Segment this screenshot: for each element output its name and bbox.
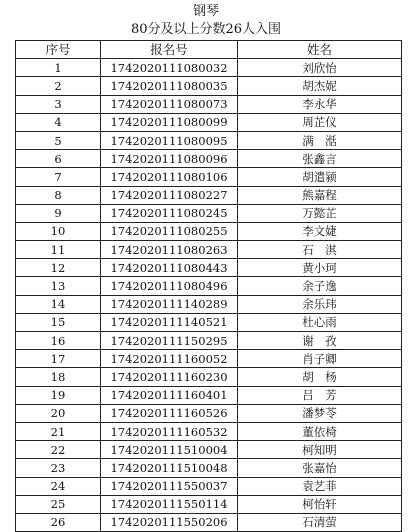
- cell-registration-number: 1742020111080099: [101, 113, 238, 131]
- cell-serial-number: 3: [16, 95, 101, 113]
- header-registration-number: 报名号: [101, 41, 238, 59]
- cell-name: 吕 芳: [238, 386, 402, 404]
- cell-registration-number: 1742020111160526: [101, 404, 238, 422]
- cell-registration-number: 1742020111150295: [101, 332, 238, 350]
- table-row: [16, 459, 402, 477]
- cell-serial-number: 23: [16, 459, 101, 477]
- cell-name: 刘欣怡: [238, 59, 402, 77]
- cell-name: 胡 杨: [238, 368, 402, 386]
- table-row: [16, 204, 402, 222]
- cell-registration-number: 1742020111080096: [101, 150, 238, 168]
- cell-serial-number: 25: [16, 495, 101, 513]
- cell-name: 张鑫言: [238, 150, 402, 168]
- header-name: 姓名: [238, 41, 402, 59]
- cell-serial-number: 2: [16, 77, 101, 95]
- cell-registration-number: 1742020111080496: [101, 277, 238, 295]
- cell-registration-number: 1742020111080255: [101, 222, 238, 240]
- table-row: [16, 495, 402, 513]
- cell-serial-number: 9: [16, 204, 101, 222]
- cell-name: 石 淇: [238, 241, 402, 259]
- table-row: [16, 95, 402, 113]
- cell-name: 黄小珂: [238, 259, 402, 277]
- cell-serial-number: 24: [16, 477, 101, 495]
- cell-name: 余乐玮: [238, 295, 402, 313]
- cell-name: 胡遣颍: [238, 168, 402, 186]
- cell-serial-number: 14: [16, 295, 101, 313]
- table-row: [16, 150, 402, 168]
- table-row: [16, 368, 402, 386]
- table-row: [16, 477, 402, 495]
- cell-serial-number: 20: [16, 404, 101, 422]
- cell-registration-number: 1742020111510048: [101, 459, 238, 477]
- cell-serial-number: 11: [16, 241, 101, 259]
- cell-serial-number: 13: [16, 277, 101, 295]
- table-row: [16, 241, 402, 259]
- cell-registration-number: 1742020111160532: [101, 422, 238, 440]
- cell-registration-number: 1742020111550037: [101, 477, 238, 495]
- cell-name: 胡杰妮: [238, 77, 402, 95]
- cell-serial-number: 5: [16, 131, 101, 149]
- table-row: [16, 404, 402, 422]
- cell-serial-number: 6: [16, 150, 101, 168]
- cell-name: 谢 孜: [238, 332, 402, 350]
- cell-name: 袁艺菲: [238, 477, 402, 495]
- cell-name: 柯怡轩: [238, 495, 402, 513]
- cell-serial-number: 10: [16, 222, 101, 240]
- cell-registration-number: 1742020111080443: [101, 259, 238, 277]
- cell-name: 满 湉: [238, 131, 402, 149]
- document-subtitle: 80分及以上分数26人入围: [130, 22, 282, 37]
- cell-name: 周芷仪: [238, 113, 402, 131]
- table-row: [16, 513, 402, 531]
- table-row: [16, 222, 402, 240]
- header-serial-number: 序号: [16, 41, 101, 59]
- table-row: [16, 168, 402, 186]
- cell-name: 董依椅: [238, 422, 402, 440]
- table-header-row: [16, 41, 402, 59]
- cell-name: 万懿芷: [238, 204, 402, 222]
- cell-registration-number: 1742020111160052: [101, 350, 238, 368]
- cell-serial-number: 26: [16, 513, 101, 531]
- cell-serial-number: 15: [16, 313, 101, 331]
- cell-registration-number: 1742020111140289: [101, 295, 238, 313]
- cell-registration-number: 1742020111550114: [101, 495, 238, 513]
- table-row: [16, 441, 402, 459]
- cell-serial-number: 12: [16, 259, 101, 277]
- table-row: [16, 113, 402, 131]
- cell-name: 柯知明: [238, 441, 402, 459]
- table-row: [16, 277, 402, 295]
- cell-name: 肖子卿: [238, 350, 402, 368]
- cell-serial-number: 4: [16, 113, 101, 131]
- cell-name: 杜心雨: [238, 313, 402, 331]
- cell-name: 潘梦苓: [238, 404, 402, 422]
- table-row: [16, 313, 402, 331]
- table-row: [16, 332, 402, 350]
- cell-registration-number: 1742020111160401: [101, 386, 238, 404]
- cell-serial-number: 22: [16, 441, 101, 459]
- cell-registration-number: 1742020111550206: [101, 513, 238, 531]
- cell-registration-number: 1742020111080106: [101, 168, 238, 186]
- cell-registration-number: 1742020111080032: [101, 59, 238, 77]
- cell-registration-number: 1742020111080245: [101, 204, 238, 222]
- table-row: [16, 386, 402, 404]
- cell-name: 李永华: [238, 95, 402, 113]
- cell-name: 余子逸: [238, 277, 402, 295]
- cell-name: 熊嘉程: [238, 186, 402, 204]
- document-title: 钢琴: [192, 4, 219, 19]
- cell-registration-number: 1742020111080263: [101, 241, 238, 259]
- cell-registration-number: 1742020111080035: [101, 77, 238, 95]
- cell-serial-number: 7: [16, 168, 101, 186]
- table-row: [16, 59, 402, 77]
- cell-registration-number: 1742020111140521: [101, 313, 238, 331]
- cell-serial-number: 1: [16, 59, 101, 77]
- table-row: [16, 131, 402, 149]
- cell-name: 李文婕: [238, 222, 402, 240]
- cell-name: 石清萤: [238, 513, 402, 531]
- cell-registration-number: 1742020111160230: [101, 368, 238, 386]
- table-body: [16, 59, 402, 532]
- cell-serial-number: 21: [16, 422, 101, 440]
- cell-serial-number: 18: [16, 368, 101, 386]
- cell-serial-number: 19: [16, 386, 101, 404]
- cell-registration-number: 1742020111080227: [101, 186, 238, 204]
- cell-registration-number: 1742020111510004: [101, 441, 238, 459]
- table-row: [16, 350, 402, 368]
- table-row: [16, 295, 402, 313]
- cell-registration-number: 1742020111080073: [101, 95, 238, 113]
- cell-name: 张嘉怡: [238, 459, 402, 477]
- table-row: [16, 422, 402, 440]
- table-row: [16, 77, 402, 95]
- cell-serial-number: 16: [16, 332, 101, 350]
- admission-table: [15, 40, 402, 532]
- table-row: [16, 186, 402, 204]
- cell-serial-number: 8: [16, 186, 101, 204]
- cell-serial-number: 17: [16, 350, 101, 368]
- table-row: [16, 259, 402, 277]
- cell-registration-number: 1742020111080095: [101, 131, 238, 149]
